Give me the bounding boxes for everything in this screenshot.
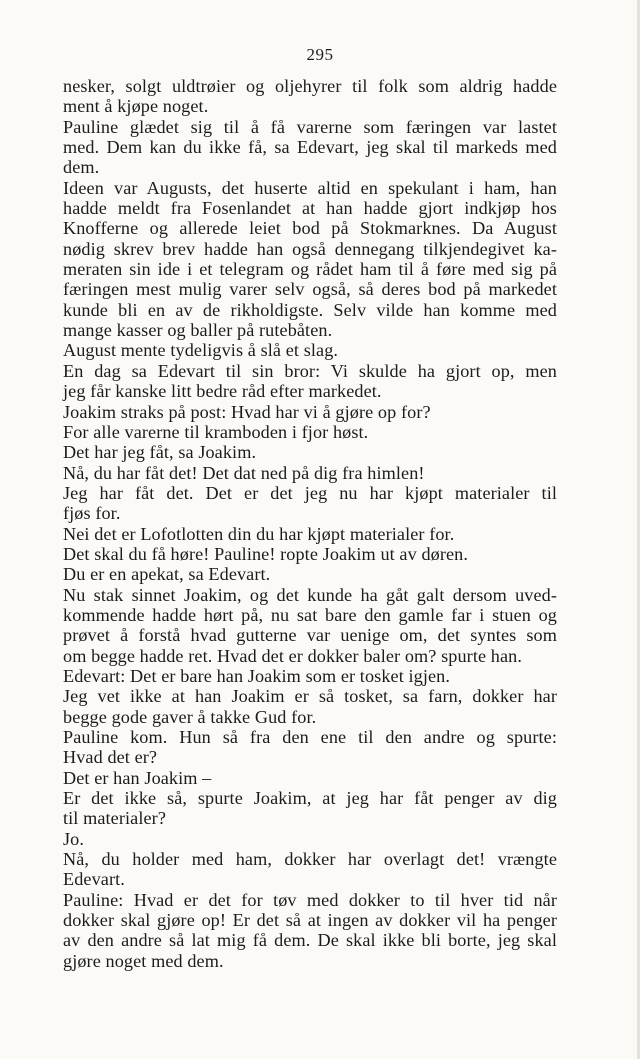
text-line: kunde bli en av de rikholdigste. Selv vilde han komme med (63, 299, 557, 320)
text-line: færingen mest mulig varer selv også, så deres bod på markedet (63, 279, 557, 300)
text-line: hadde meldt fra Fosenlandet at han hadde gjort indkjøp hos (63, 198, 557, 219)
text-line: Det skal du få høre! Pauline! ropte Joakim ut av døren. (63, 543, 469, 564)
text-line: av den andre så lat mig få dem. De skal ikke bli borte, jeg skal (63, 930, 557, 951)
text-line: Nei det er Lofotlotten din du har kjøpt materialer for. (63, 523, 455, 544)
text-line: Nu stak sinnet Joakim, og det kunde ha gåt galt dersom uved- (63, 584, 557, 605)
text-line: Det har jeg fåt, sa Joakim. (63, 442, 257, 463)
text-line: Hvad det er? (63, 747, 158, 768)
text-line: August mente tydeligvis å slå et slag. (63, 340, 339, 361)
text-line: Nå, du holder med ham, dokker har overlagt det! vrængte (63, 849, 557, 870)
text-line: prøvet å forstå hvad gutterne var uenige om, det syntes som (63, 625, 557, 646)
text-line: mange kasser og baller på rutebåten. (63, 320, 333, 341)
text-line: til materialer? (63, 808, 166, 829)
text-line: Er det ikke så, spurte Joakim, at jeg har fåt penger av dig (63, 788, 557, 809)
text-line: Pauline kom. Hun så fra den ene til den andre og spurte: (63, 727, 557, 747)
page-number: 295 (306, 45, 334, 64)
text-line: Jo. (63, 828, 85, 849)
text-line: nesker, solgt uldtrøier og oljehyrer til folk som aldrig hadde (63, 76, 557, 96)
text-line: Ideen var Augusts, det huserte altid en spekulant i ham, han (63, 177, 557, 198)
text-line: dem. (63, 157, 100, 178)
text-line: For alle varerne til kramboden i fjor høst. (63, 421, 369, 442)
text-line: Du er en apekat, sa Edevart. (63, 564, 271, 585)
text-line: dokker skal gjøre op! Er det så at ingen av dokker vil ha penger (63, 910, 557, 931)
text-line: om begge hadde ret. Hvad det er dokker baler om? spurte han. (63, 645, 522, 666)
text-line: Edevart. (63, 869, 125, 890)
text-line: meraten sin ide i et telegram og rådet ham til å føre med sig på (63, 259, 557, 280)
text-line: Nå, du har fåt det! Det dat ned på dig fra himlen! (63, 462, 425, 483)
text-line: nødig skrev brev hadde han også dennegang tilkjendegivet ka- (63, 238, 557, 259)
text-line: Knofferne og allerede leiet bod på Stokmarknes. Da August (63, 218, 557, 239)
body-text (63, 76, 557, 971)
text-line: jeg får kanske litt bedre råd efter markedet. (63, 381, 382, 402)
text-line: Jeg har fåt det. Det er det jeg nu har kjøpt materialer til (63, 482, 557, 503)
text-line: Joakim straks på post: Hvad har vi å gjøre op for? (63, 401, 431, 422)
text-line: kommende hadde hørt på, nu sat bare den gamle far i stuen og (63, 604, 557, 625)
text-line: med. Dem kan du ikke få, sa Edevart, jeg skal til markeds med (63, 137, 557, 158)
text-line: ment å kjøpe noget. (63, 96, 209, 117)
text-line: Pauline: Hvad er det for tøv med dokker to til hver tid når (63, 889, 557, 910)
text-line: Pauline glædet sig til å få varerne som færingen var lastet (63, 116, 557, 137)
text-line: En dag sa Edevart til sin bror: Vi skulde ha gjort op, men (63, 360, 557, 381)
text-line: Jeg vet ikke at han Joakim er så tosket, sa farn, dokker har (63, 686, 557, 707)
text-line: Det er han Joakim – (63, 767, 212, 788)
text-line: begge gode gaver å takke Gud for. (63, 706, 317, 727)
text-line: fjøs for. (63, 503, 121, 524)
text-line: Edevart: Det er bare han Joakim som er tosket igjen. (63, 665, 451, 686)
text-line: gjøre noget med dem. (63, 950, 224, 971)
